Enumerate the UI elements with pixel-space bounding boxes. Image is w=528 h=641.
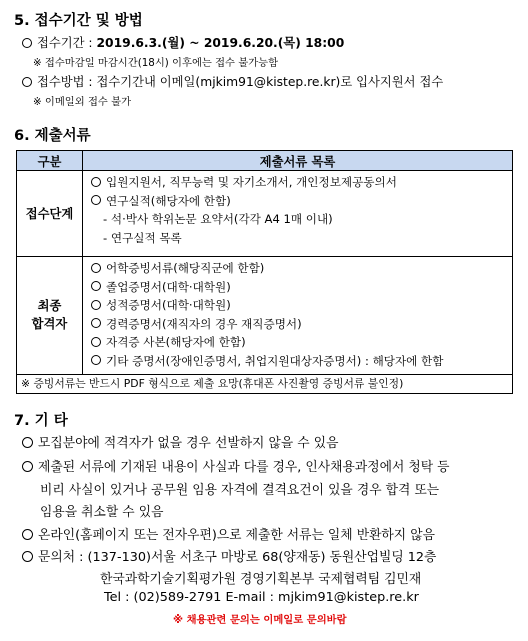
section6-title: 6. 제출서류 bbox=[14, 128, 91, 144]
etc-item-4: 문의처 : (137-130)서울 서초구 마방로 68(양재동) 동원산업빌딩 12층 bbox=[22, 546, 436, 565]
table-footnote: ※ 증빙서류는 반드시 PDF 형식으로 제출 요망(휴대폰 사진촬영 증빙서류 불인정) bbox=[17, 374, 513, 393]
circle-bullet-icon bbox=[91, 337, 101, 347]
list-item: 졸업증명서(대학·대학원) bbox=[91, 278, 512, 297]
list-item: 입원지원서, 직무능력 및 자기소개서, 개인정보제공동의서 bbox=[91, 173, 512, 192]
period-label: 접수기간 : bbox=[37, 36, 97, 50]
etc-item-2-line3: 임용을 취소할 수 있음 bbox=[40, 505, 164, 520]
etc-item-2: 제출된 서류에 기재된 내용이 사실과 다를 경우, 인사채용과정에서 청탁 등 bbox=[22, 456, 450, 475]
method-line bbox=[22, 72, 443, 90]
section7-title: 7. 기 타 bbox=[14, 413, 68, 429]
list-item: 연구실적(해당자에 한함) bbox=[91, 192, 512, 211]
row-label-application: 접수단계 bbox=[17, 171, 83, 257]
section5-title: 5. 접수기간 및 방법 bbox=[14, 13, 143, 29]
circle-bullet-icon bbox=[91, 318, 101, 328]
row-docs-final bbox=[83, 257, 513, 375]
row-docs-application bbox=[83, 171, 513, 257]
period-value: 2019.6.3.(월) ~ 2019.6.20.(목) 18:00 bbox=[96, 36, 345, 50]
list-item: 성적증명서(대학·대학원) bbox=[91, 296, 512, 315]
list-item: 기타 증명서(장애인증명서, 취업지원대상자증명서) : 해당자에 한함 bbox=[91, 352, 512, 371]
list-item: 경력증명서(재직자의 경우 재직증명서) bbox=[91, 315, 512, 334]
circle-bullet-icon bbox=[91, 177, 101, 187]
circle-bullet-icon bbox=[22, 461, 33, 472]
circle-bullet-icon bbox=[22, 437, 33, 448]
etc-item-3: 온라인(홈페이지 또는 전자우편)으로 제출한 서류는 일체 반환하지 않음 bbox=[22, 524, 435, 543]
list-item: 어학증빙서류(해당직군에 한함) bbox=[91, 259, 512, 278]
table-header-row bbox=[17, 151, 513, 171]
circle-bullet-icon bbox=[91, 300, 101, 310]
list-subitem: - 연구실적 목록 bbox=[103, 230, 182, 245]
circle-bullet-icon bbox=[91, 195, 101, 205]
etc-item-1: 모집분야에 적격자가 없을 경우 선발하지 않을 수 있음 bbox=[22, 432, 338, 451]
email-inquiry-notice: ※ 채용관련 문의는 이메일로 문의바람 bbox=[173, 614, 347, 626]
list-subitem: - 석·박사 학위논문 요약서(각각 A4 1매 이내) bbox=[103, 212, 333, 227]
circle-bullet-icon bbox=[22, 551, 33, 562]
circle-bullet-icon bbox=[91, 281, 101, 291]
circle-bullet-icon bbox=[22, 529, 33, 540]
contact-tel-email: Tel : (02)589-2791 E-mail : mjkim91@kistep.re.kr bbox=[104, 590, 419, 605]
circle-bullet-icon bbox=[22, 77, 32, 87]
contact-org: 한국과학기술기획평가원 경영기획본부 국제협력팀 김민재 bbox=[100, 572, 422, 587]
etc-item-2-line2: 비리 사실이 있거나 공무원 임용 자격에 결격요건이 있을 경우 합격 또는 bbox=[40, 483, 440, 498]
circle-bullet-icon bbox=[91, 355, 101, 365]
method-note: ※ 이메일외 접수 불가 bbox=[33, 96, 132, 108]
header-category: 구분 bbox=[17, 151, 83, 171]
period-line bbox=[22, 33, 344, 51]
circle-bullet-icon bbox=[22, 38, 32, 48]
row-label-final: 최종 합격자 bbox=[17, 257, 83, 375]
period-note: ※ 접수마감일 마감시간(18시) 이후에는 접수 불가능함 bbox=[33, 57, 279, 69]
method-text: 접수방법 : 접수기간내 이메일(mjkim91@kistep.re.kr)로 입사지원서 접수 bbox=[37, 75, 444, 89]
table-row bbox=[17, 257, 513, 375]
table-footnote-row bbox=[17, 374, 513, 393]
documents-table bbox=[16, 150, 513, 394]
circle-bullet-icon bbox=[91, 263, 101, 273]
header-docs: 제출서류 목록 bbox=[83, 151, 513, 171]
table-row bbox=[17, 171, 513, 257]
list-item: 자격증 사본(해당자에 한함) bbox=[91, 333, 512, 352]
